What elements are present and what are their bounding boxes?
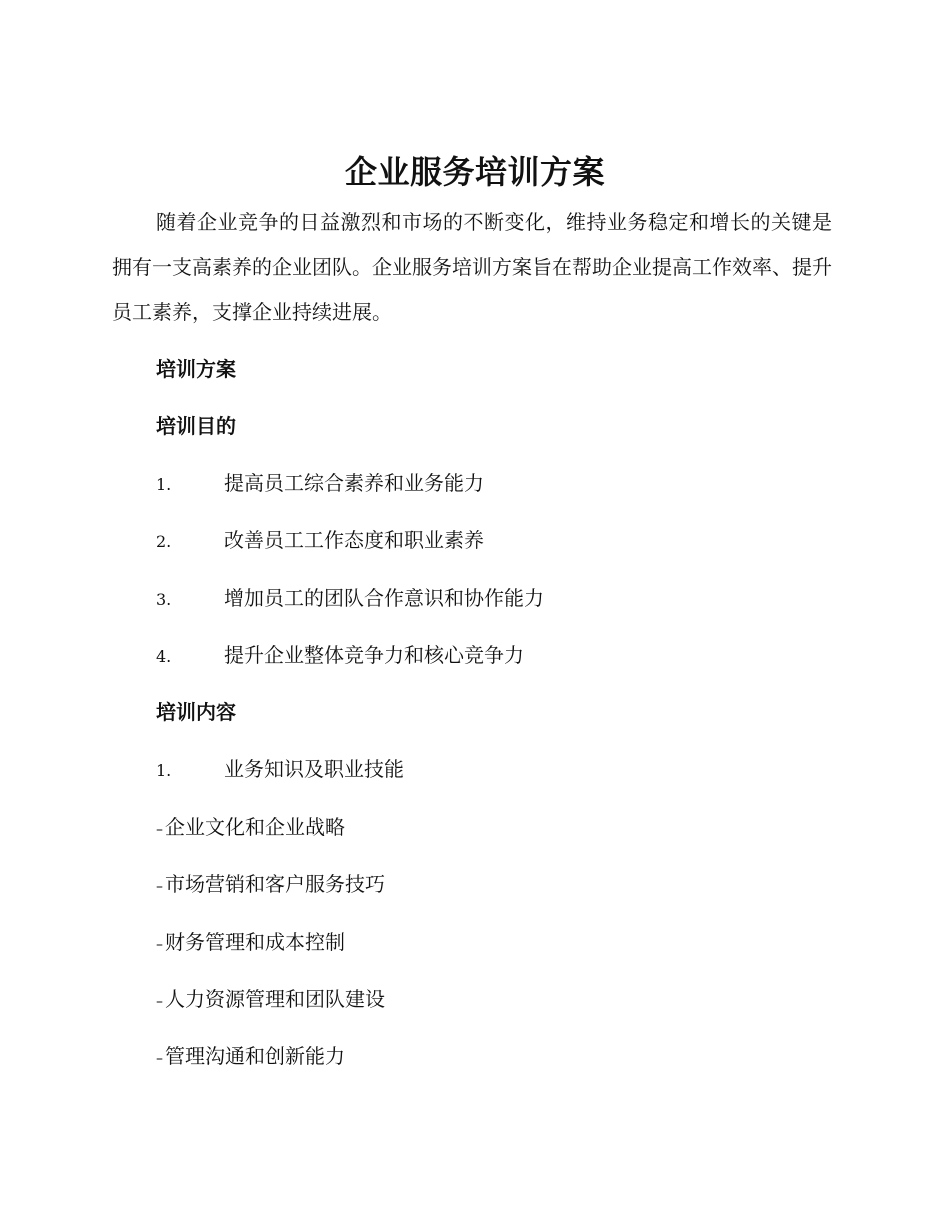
content-bullet: [156, 869, 385, 902]
goal-item: [156, 640, 524, 672]
goal-item-text: 提高员工综合素养和业务能力: [224, 471, 484, 495]
goal-item-number: 1.: [156, 475, 172, 494]
content-bullet-text: 企业文化和企业战略: [165, 815, 345, 839]
content-bullet: [156, 1041, 345, 1074]
content-bullet-text: 财务管理和成本控制: [165, 930, 345, 954]
content-item: [156, 754, 404, 786]
section-heading-goals: 培训目的: [156, 414, 236, 438]
dash-marker: –: [156, 994, 163, 1010]
section-heading-content: 培训内容: [156, 700, 236, 724]
goal-item-text: 提升企业整体竞争力和核心竞争力: [224, 643, 524, 667]
content-bullet: [156, 927, 345, 960]
section-heading-plan: 培训方案: [156, 357, 236, 381]
document-title: 企业服务培训方案: [344, 153, 605, 191]
content-bullet-text: 市场营销和客户服务技巧: [165, 872, 385, 896]
content-bullet-text: 人力资源管理和团队建设: [165, 987, 385, 1011]
goal-item-number: 4.: [156, 647, 172, 666]
intro-paragraph: 随着企业竞争的日益激烈和市场的不断变化，维持业务稳定和增长的关键是拥有一支高素养的企业团队。企业服务培训方案旨在帮助企业提高工作效率、提升员工素养，支撑企业持续进展。: [112, 210, 832, 324]
content-bullet: [156, 984, 385, 1017]
content-item-number: 1.: [156, 761, 172, 780]
dash-marker: –: [156, 1051, 163, 1067]
goal-item: [156, 525, 484, 557]
dash-marker: –: [156, 937, 163, 953]
goal-item-number: 3.: [156, 590, 172, 609]
goal-item: [156, 468, 484, 500]
goal-item-text: 增加员工的团队合作意识和协作能力: [224, 586, 544, 610]
dash-marker: –: [156, 822, 163, 838]
goal-item-text: 改善员工工作态度和职业素养: [224, 528, 484, 552]
content-bullet-text: 管理沟通和创新能力: [165, 1044, 345, 1068]
content-item-text: 业务知识及职业技能: [224, 757, 404, 781]
content-bullet: [156, 812, 345, 845]
dash-marker: –: [156, 879, 163, 895]
goal-item: [156, 583, 544, 615]
goal-item-number: 2.: [156, 532, 172, 551]
